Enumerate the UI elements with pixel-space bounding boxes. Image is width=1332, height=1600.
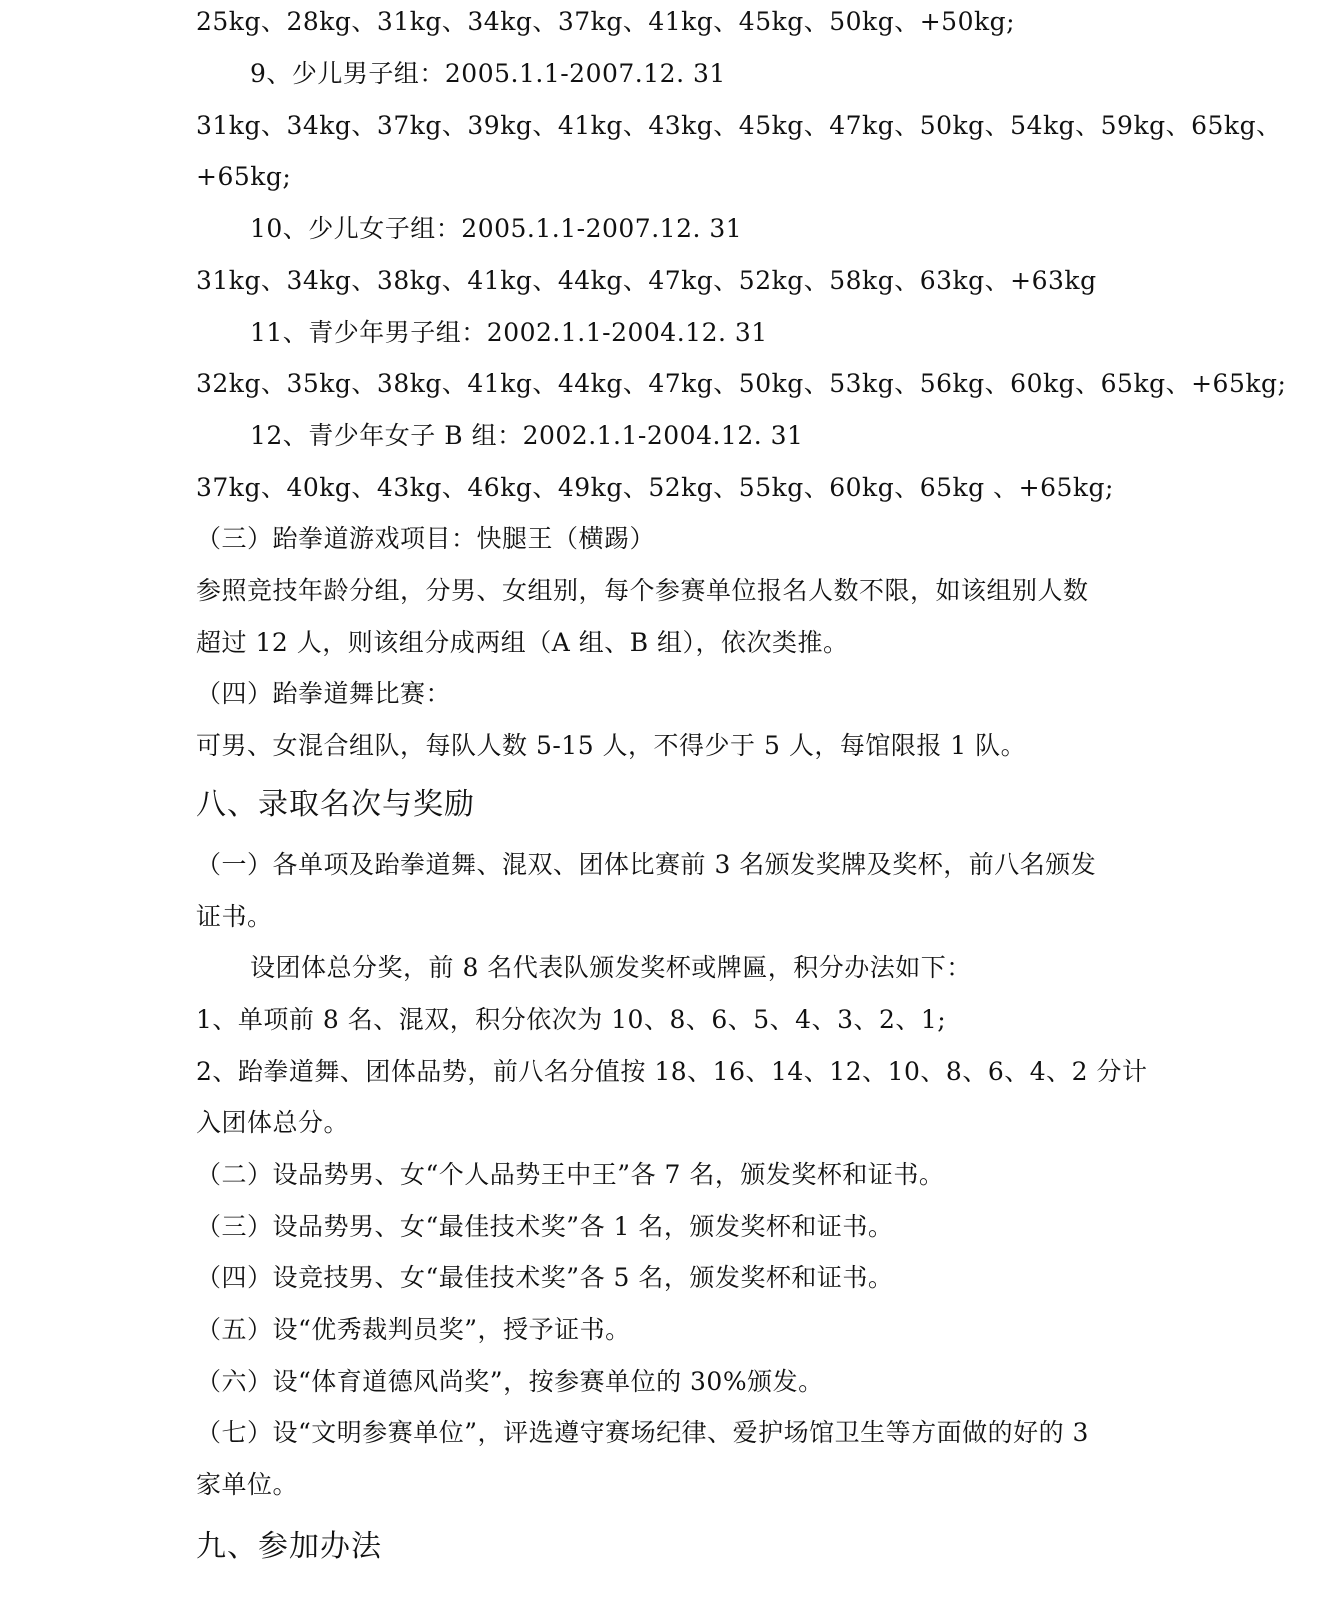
text-line: 证书。 — [196, 902, 273, 931]
text-line: （四）设竞技男、女“最佳技术奖”各 5 名，颁发奖杯和证书。 — [196, 1263, 894, 1292]
text-line: 1、单项前 8 名、混双，积分依次为 10、8、6、5、4、3、2、1; — [196, 1005, 947, 1034]
text-line: （七）设“文明参赛单位”，评选遵守赛场纪律、爱护场馆卫生等方面做的好的 3 — [196, 1418, 1089, 1447]
text-line: 9、少儿男子组：2005.1.1-2007.12. 31 — [250, 59, 726, 88]
text-line: 12、青少年女子 B 组：2002.1.1-2004.12. 31 — [250, 421, 804, 450]
text-line: +65kg; — [196, 162, 292, 191]
text-line: （六）设“体育道德风尚奖”，按参赛单位的 30%颁发。 — [196, 1367, 824, 1396]
text-line: （三）设品势男、女“最佳技术奖”各 1 名，颁发奖杯和证书。 — [196, 1212, 894, 1241]
text-line: 10、少儿女子组：2005.1.1-2007.12. 31 — [250, 214, 743, 243]
text-line: （四）跆拳道舞比赛： — [196, 679, 452, 708]
text-line: （一）各单项及跆拳道舞、混双、团体比赛前 3 名颁发奖牌及奖杯，前八名颁发 — [196, 850, 1097, 879]
text-line: 2、跆拳道舞、团体品势，前八名分值按 18、16、14、12、10、8、6、4、2 分计 — [196, 1057, 1148, 1086]
section-heading: 九、参加办法 — [196, 1529, 382, 1564]
section-heading: 八、录取名次与奖励 — [196, 787, 475, 822]
text-line: 家单位。 — [196, 1470, 299, 1499]
text-line: （三）跆拳道游戏项目：快腿王（横踢） — [196, 524, 656, 553]
text-line: 31kg、34kg、37kg、39kg、41kg、43kg、45kg、47kg、50kg、54kg、59kg、65kg、 — [196, 111, 1282, 140]
text-line: 32kg、35kg、38kg、41kg、44kg、47kg、50kg、53kg、56kg、60kg、65kg、+65kg; — [196, 369, 1287, 398]
text-line: 37kg、40kg、43kg、46kg、49kg、52kg、55kg、60kg、65kg 、+65kg; — [196, 473, 1114, 502]
text-line: （二）设品势男、女“个人品势王中王”各 7 名，颁发奖杯和证书。 — [196, 1160, 945, 1189]
text-line: 25kg、28kg、31kg、34kg、37kg、41kg、45kg、50kg、+50kg; — [196, 7, 1016, 36]
text-line: 参照竞技年龄分组，分男、女组别，每个参赛单位报名人数不限，如该组别人数 — [196, 576, 1089, 605]
text-line: 超过 12 人，则该组分成两组（A 组、B 组），依次类推。 — [196, 628, 849, 657]
text-line: （五）设“优秀裁判员奖”，授予证书。 — [196, 1315, 631, 1344]
text-line: 设团体总分奖，前 8 名代表队颁发奖杯或牌匾，积分办法如下： — [250, 953, 972, 982]
text-line: 入团体总分。 — [196, 1108, 350, 1137]
text-line: 11、青少年男子组：2002.1.1-2004.12. 31 — [250, 318, 768, 347]
text-line: 可男、女混合组队，每队人数 5-15 人，不得少于 5 人，每馆限报 1 队。 — [196, 731, 1027, 760]
text-line: 31kg、34kg、38kg、41kg、44kg、47kg、52kg、58kg、63kg、+63kg — [196, 266, 1097, 295]
